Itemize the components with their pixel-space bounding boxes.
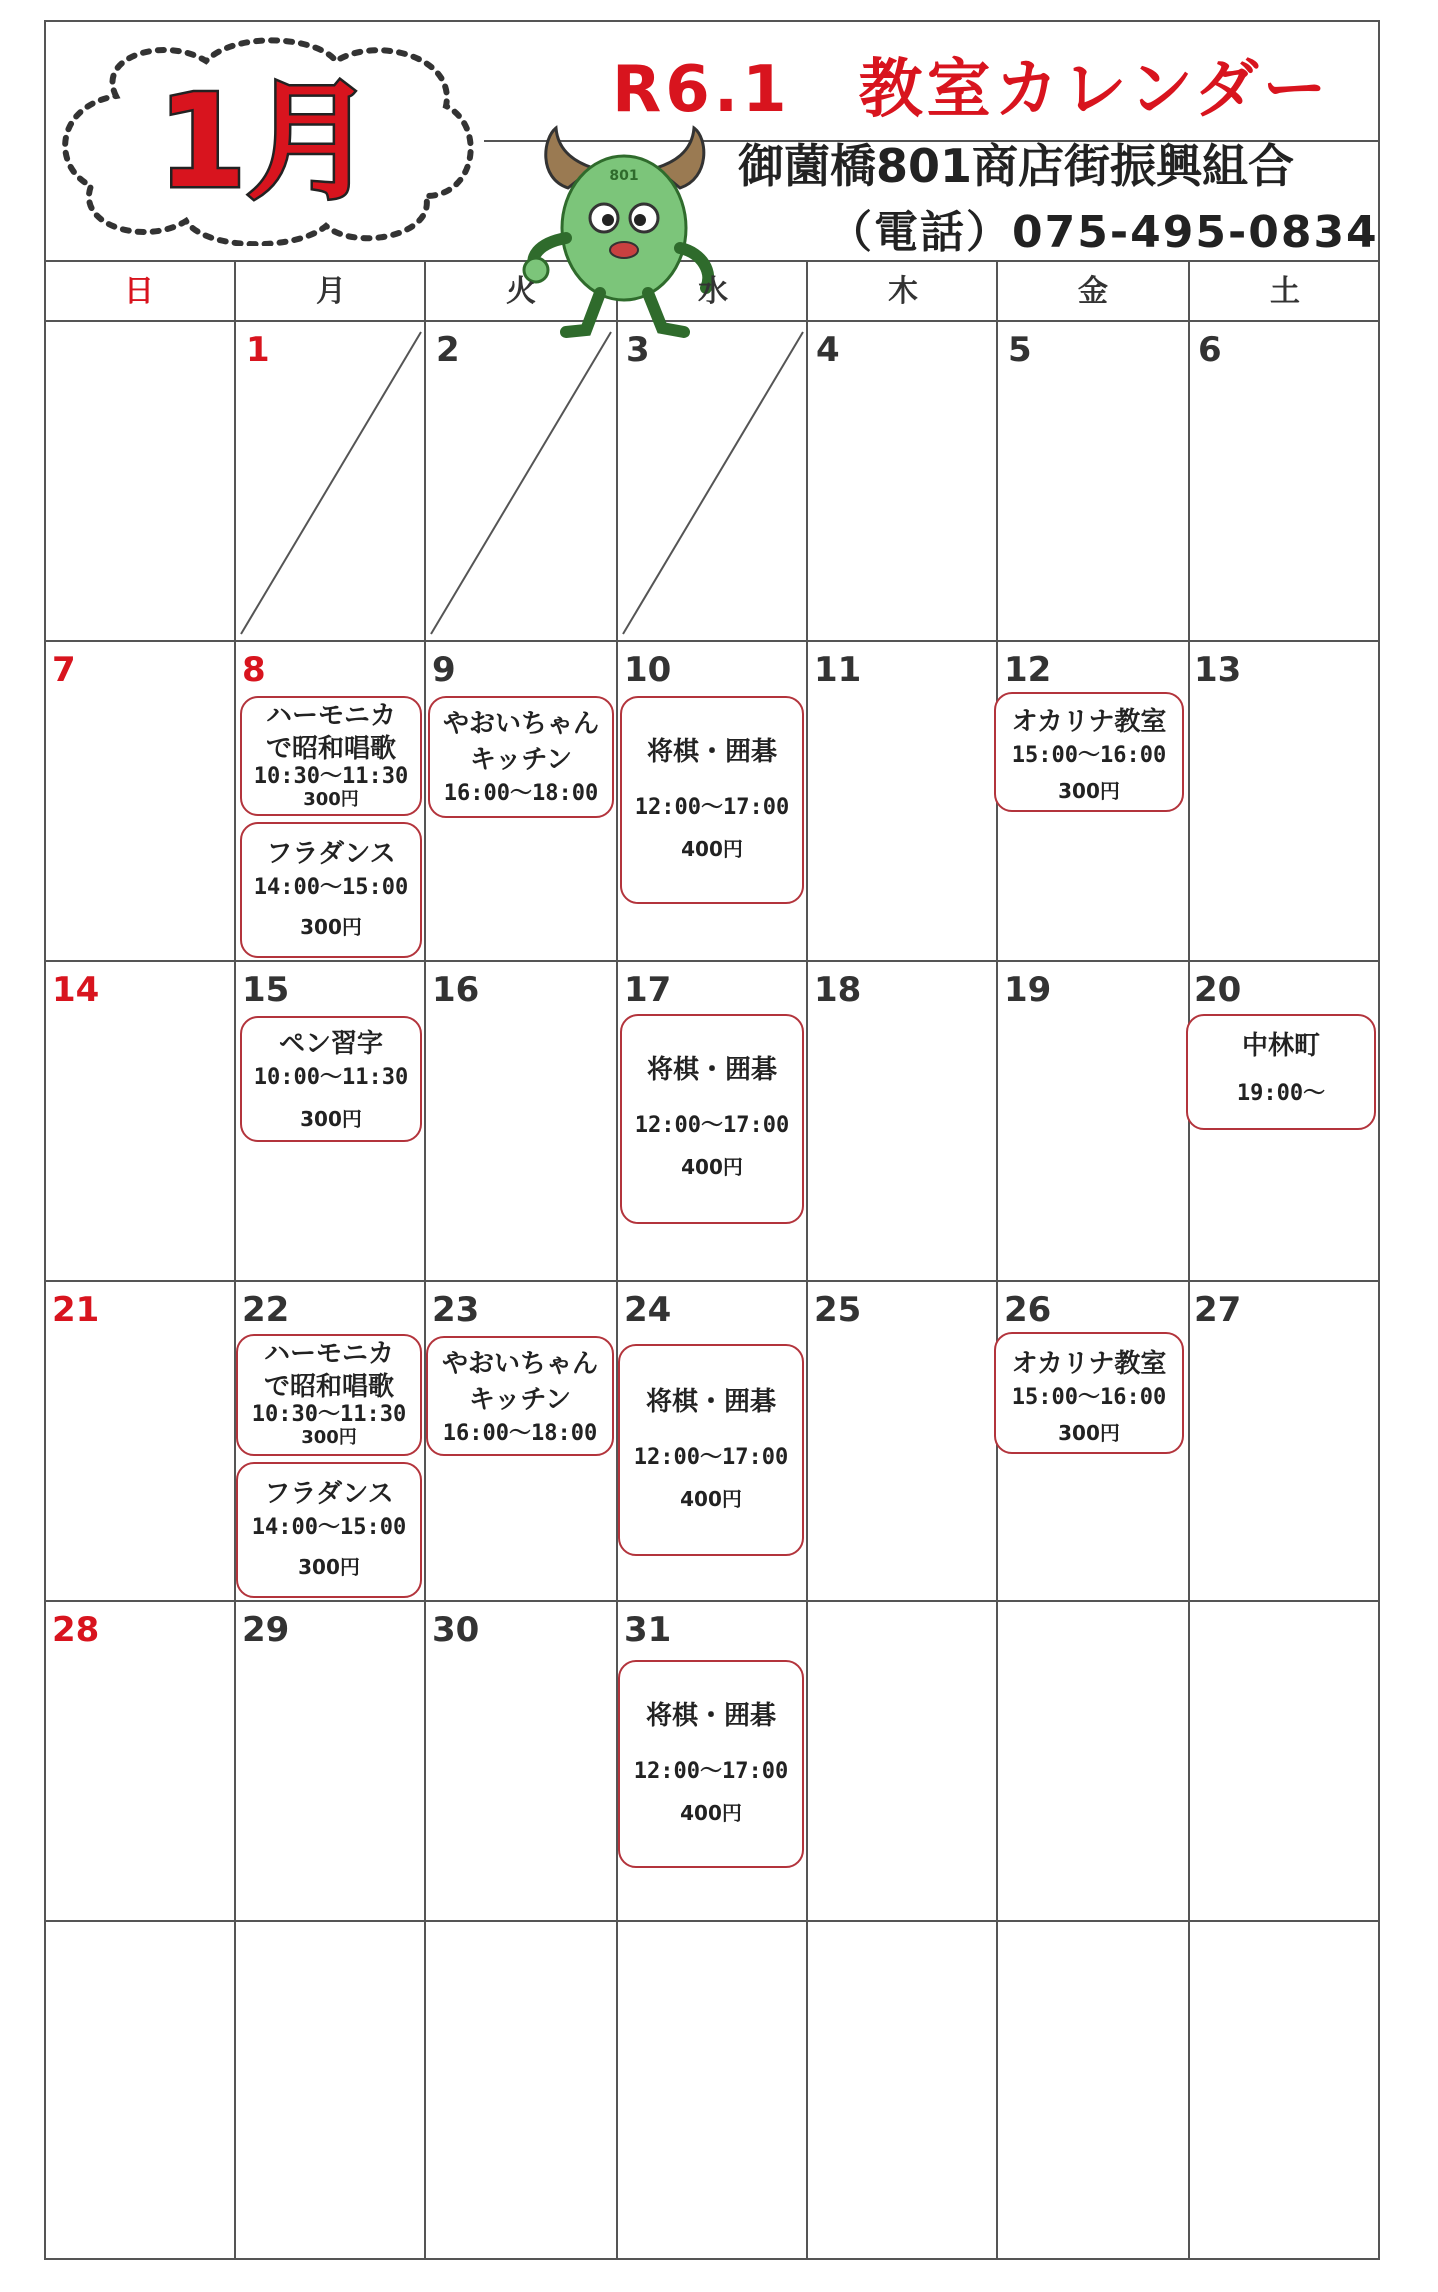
col-divider-6: [1188, 260, 1190, 2260]
event-title: 中林町: [1241, 1031, 1320, 1061]
day-number: 27: [1194, 1290, 1242, 1330]
phone-number: （電話）075-495-0834: [828, 207, 1379, 258]
day-number: 19: [1004, 970, 1052, 1010]
event-time: 14:00～15:00: [253, 875, 409, 900]
event-time: 10:00～11:30: [253, 1065, 409, 1090]
month-badge: [56, 36, 476, 246]
day-number: 28: [52, 1610, 100, 1650]
weekday-fri: 金: [1078, 274, 1108, 309]
organization-name: 御薗橋801商店街振興組合: [738, 139, 1295, 193]
day-number: 14: [52, 970, 100, 1010]
event-title: ハーモニカ: [263, 1339, 394, 1369]
day-number: 30: [432, 1610, 480, 1650]
day-number: 3: [626, 330, 650, 370]
page-title: R6.1 教室カレンダー: [612, 53, 1331, 127]
event-title: やおいちゃん: [442, 709, 599, 739]
day-number: 9: [432, 650, 456, 690]
event-shogi-go[interactable]: [620, 696, 804, 904]
event-yaoi-kitchen[interactable]: [428, 696, 614, 818]
day-number: 22: [242, 1290, 290, 1330]
event-time: 12:00～17:00: [634, 1113, 790, 1138]
day-number: 13: [1194, 650, 1242, 690]
weekday-thu: 木: [888, 274, 918, 309]
event-title: ハーモニカ: [265, 701, 396, 731]
day-number: 2: [436, 330, 460, 370]
day-number: 10: [624, 650, 672, 690]
event-price: 300円: [298, 1555, 360, 1579]
event-yaoi-kitchen[interactable]: [426, 1336, 614, 1456]
event-title: キッチン: [468, 1385, 572, 1415]
event-shogi-go[interactable]: [618, 1660, 804, 1868]
event-title: 将棋・囲碁: [646, 737, 777, 767]
event-time: 12:00～17:00: [633, 1759, 789, 1784]
event-shogi-go[interactable]: [620, 1014, 804, 1224]
day-number: 11: [814, 650, 862, 690]
day-number: 8: [242, 650, 266, 690]
day-number: 7: [52, 650, 76, 690]
event-price: 300円: [300, 1107, 362, 1131]
day-number: 1: [246, 330, 270, 370]
event-shogi-go[interactable]: [618, 1344, 804, 1556]
mascot-badge-text: 801: [609, 168, 639, 184]
day-number: 24: [624, 1290, 672, 1330]
month-label: 1月: [157, 68, 375, 217]
day-number: 21: [52, 1290, 100, 1330]
event-hula-dance[interactable]: [236, 1462, 422, 1598]
event-title: オカリナ教室: [1011, 707, 1167, 737]
event-time: 16:00～18:00: [442, 1421, 598, 1446]
event-time: 14:00～15:00: [251, 1515, 407, 1540]
event-price: 300円: [300, 915, 362, 939]
event-time: 15:00～16:00: [1011, 743, 1167, 768]
event-title: ペン習字: [278, 1029, 383, 1059]
event-price: 400円: [680, 1487, 742, 1511]
day-number: 12: [1004, 650, 1052, 690]
event-title: フラダンス: [264, 1479, 394, 1509]
event-harmonica[interactable]: [236, 1334, 422, 1456]
day-number: 23: [432, 1290, 480, 1330]
event-time: 12:00～17:00: [633, 1445, 789, 1470]
weekday-wed: 水: [698, 274, 728, 309]
event-title: オカリナ教室: [1011, 1349, 1167, 1379]
day-number: 4: [816, 330, 840, 370]
event-title: キッチン: [469, 745, 573, 775]
event-title: フラダンス: [266, 839, 396, 869]
event-pen-calligraphy[interactable]: [240, 1016, 422, 1142]
event-title: で昭和唱歌: [265, 734, 396, 764]
day-number: 17: [624, 970, 672, 1010]
event-time: 10:30～11:30: [251, 1402, 407, 1427]
day-number: 18: [814, 970, 862, 1010]
week-divider-1: [44, 640, 1380, 642]
event-price: 400円: [680, 1801, 742, 1825]
weekday-mon: 月: [316, 274, 346, 309]
event-nakabayashi-cho[interactable]: [1186, 1014, 1376, 1130]
event-title: やおいちゃん: [441, 1349, 598, 1379]
day-number: 5: [1008, 330, 1032, 370]
day-number: 6: [1198, 330, 1222, 370]
weekday-sat: 土: [1270, 274, 1300, 309]
event-time: 15:00～16:00: [1011, 1385, 1167, 1410]
event-hula-dance[interactable]: [240, 822, 422, 958]
event-time: 19:00～: [1236, 1081, 1326, 1106]
event-harmonica[interactable]: [240, 696, 422, 816]
week-divider-2: [44, 960, 1380, 962]
event-title: 将棋・囲碁: [645, 1701, 776, 1731]
event-price: 300円: [1058, 779, 1120, 803]
day-number: 15: [242, 970, 290, 1010]
weekday-tue: 火: [506, 274, 536, 309]
event-title: 将棋・囲碁: [645, 1387, 776, 1417]
event-ocarina[interactable]: [994, 1332, 1184, 1454]
event-time: 12:00～17:00: [634, 795, 790, 820]
day-number: 25: [814, 1290, 862, 1330]
event-price: 400円: [681, 837, 743, 861]
event-ocarina[interactable]: [994, 692, 1184, 812]
day-number: 16: [432, 970, 480, 1010]
event-price: 300円: [1058, 1421, 1120, 1445]
event-time: 16:00～18:00: [443, 781, 599, 806]
day-number: 20: [1194, 970, 1242, 1010]
event-price: 400円: [681, 1155, 743, 1179]
event-price: 300円: [303, 789, 359, 810]
event-title: 将棋・囲碁: [646, 1055, 777, 1085]
day-number: 31: [624, 1610, 672, 1650]
week-divider-4: [44, 1600, 1380, 1602]
event-title: で昭和唱歌: [263, 1372, 394, 1402]
day-number: 29: [242, 1610, 290, 1650]
weekday-sun: 日: [124, 274, 154, 309]
week-divider-5: [44, 1920, 1380, 1922]
day-number: 26: [1004, 1290, 1052, 1330]
col-divider-5: [996, 260, 998, 2260]
week-divider-3: [44, 1280, 1380, 1282]
event-time: 10:30～11:30: [253, 764, 409, 789]
event-price: 300円: [301, 1427, 357, 1448]
